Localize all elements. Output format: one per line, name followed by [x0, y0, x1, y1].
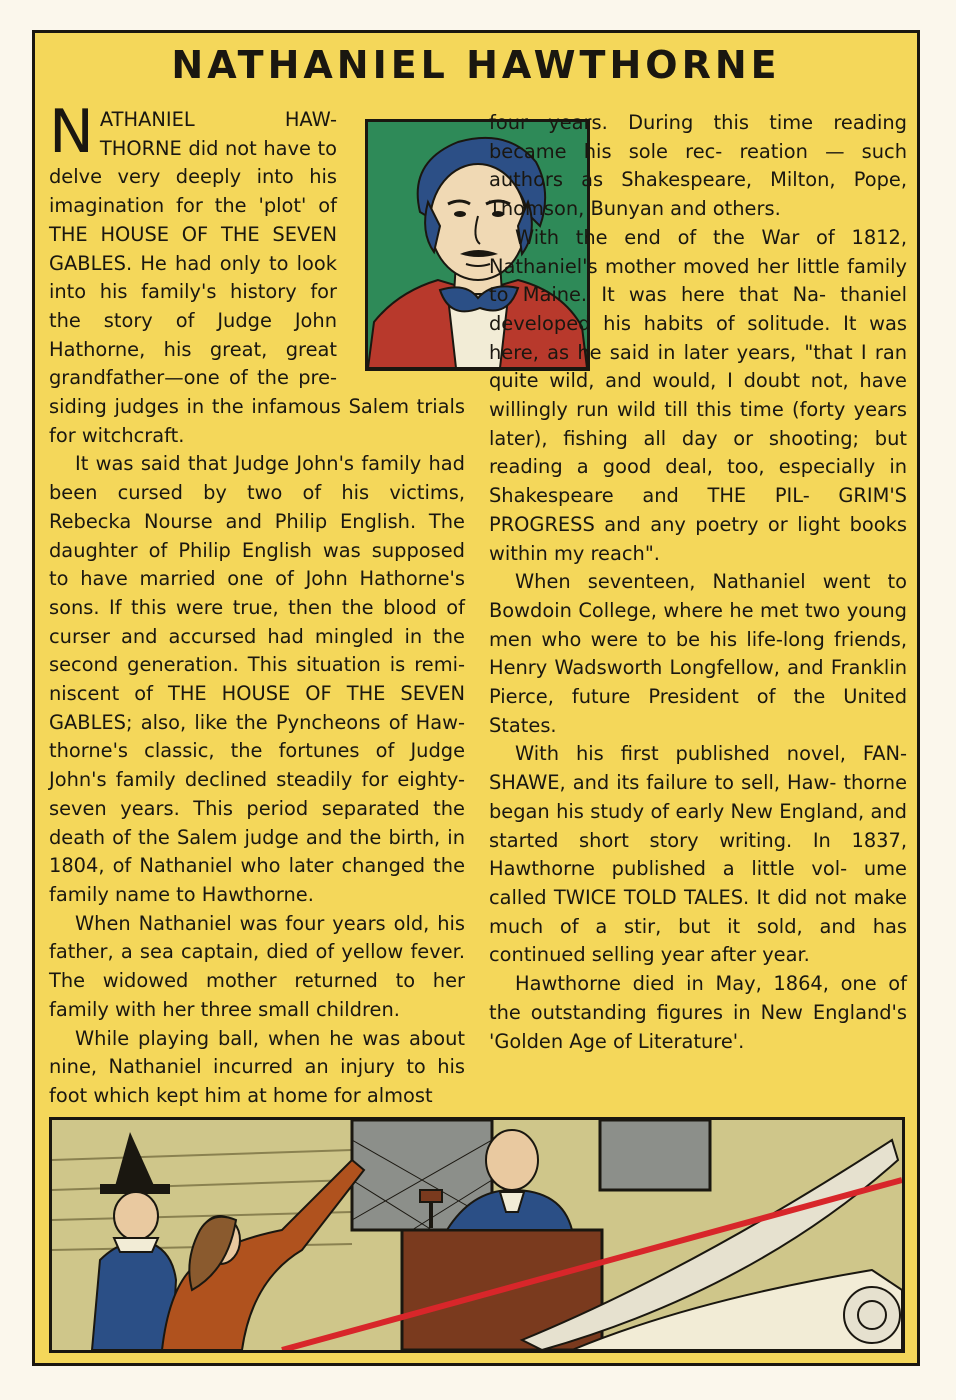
article-page: [32, 30, 920, 1366]
paragraph: It was said that Judge John's family had been cursed by two of his victims, Rebecka Nourse and Philip English. The daughter of Philip English was supposed to have married one of John Hathorne's sons. If this were true, then the blood of curser and accursed had mingled in the second generation. This situation is remi- niscent of THE HOUSE OF THE SEVEN GABLES; also, like the Pyncheons of Haw- thorne's classic, the fortunes of Judge John's family declined steadily for eighty- seven years. This period separated the death of the Salem judge and the birth, in 1804, of Nathaniel who later changed the family name to Hawthorne.: [49, 452, 465, 906]
paragraph: Hawthorne died in May, 1864, one of the outstanding figures in New England's 'Golden Age of Literature'.: [489, 972, 907, 1053]
paragraph: When seventeen, Nathaniel went to Bowdoin College, where he met two young men who were to be his life-long friends, Henry Wadsworth Longfellow, and Franklin Pierce, future President of the United States.: [489, 570, 907, 737]
paragraph: With his first published novel, FAN- SHAWE, and its failure to sell, Haw- thorne began his study of early New England, and started short story writing. In 1837, Hawthorne published a little vol- ume called TWICE TOLD TALES. It did not make much of a stir, but it sold, and has continued selling year after year.: [489, 742, 907, 967]
paragraph: four years. During this time reading became his sole rec- reation — such authors as Shakespeare, Milton, Pope, Thomson, Bunyan and others.: [489, 111, 907, 221]
paragraph: With the end of the War of 1812, Nathaniel's mother moved her little family to Maine. It was here that Na- thaniel developed his habits of solitude. It was here, as he said in later years, "that I ran quite wild, and would, I doubt not, have willingly run wild till this time (forty years later), fishing all day or shooting; but reading a good deal, too, especially in Shakespeare and THE PIL- GRIM'S PROGRESS and any poetry or light books within my reach".: [489, 225, 907, 565]
article-title: NATHANIEL HAWTHORNE: [171, 43, 781, 87]
paragraph: When Nathaniel was four years old, his father, a sea captain, died of yellow fever. The widowed mother returned to her family with her three small children.: [49, 911, 465, 1021]
left-column: [49, 97, 465, 1111]
salem-trial-illustration: [49, 1117, 905, 1353]
drop-cap: N: [49, 97, 94, 167]
paragraph-text: ATHANIEL HAW- THORNE did not have to delve very deeply into his imagination for the 'plot' of THE HOUSE OF THE SEVEN GABLES. He had only to look into his family's history for the story of Judge John Hathorne, his great, great grandfather—one of the pre- siding judges in the infamous Salem trials for witchcraft.: [49, 108, 465, 447]
paragraph: While playing ball, when he was about nine, Nathaniel incurred an injury to his foot which kept him at home for almost: [49, 1026, 465, 1107]
right-column: [489, 109, 907, 1056]
